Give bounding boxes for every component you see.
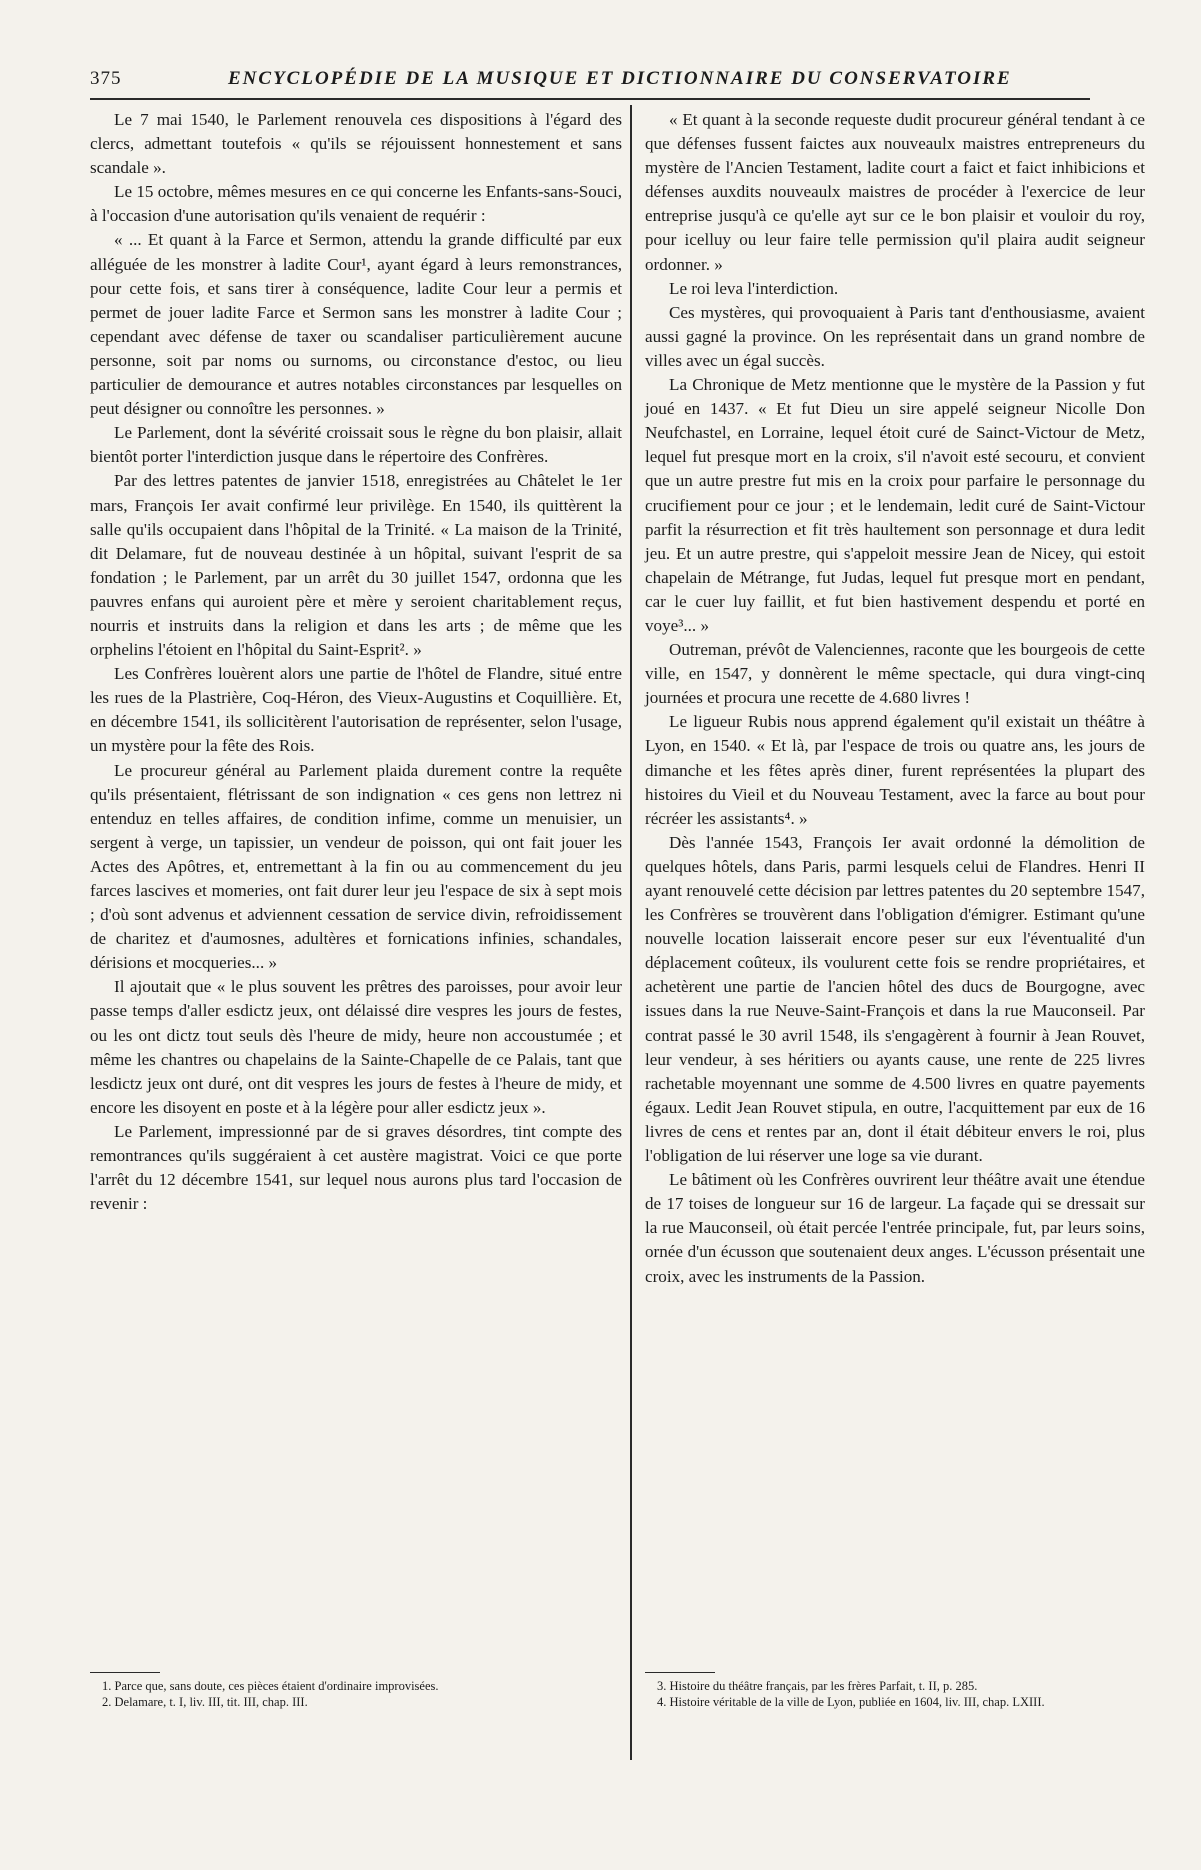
paragraph: Ces mystères, qui provoquaient à Paris tant d'enthousiasme, avaient aussi gagné la province. On les représentait dans un grand nombre de villes avec un égal succès. <box>645 302 1145 370</box>
paragraph: « Et quant à la seconde requeste dudit procureur général tendant à ce que défenses fussent faictes aux nouveaulx maistres entrepreneurs du mystère de l'Ancien Testament, ladite court a faict et faict inhibicions et défenses auxdits nouveaulx maistres de procéder à l'exercice de leur entreprise jusqu'à ce qu'elle ayt sur ce le bon plaisir et vouloir du roy, pour icelluy ou leur faire telle permission qu'il plaira audit seigneur ordonner. » <box>645 110 1145 274</box>
running-title: ENCYCLOPÉDIE DE LA MUSIQUE ET DICTIONNAIRE DU CONSERVATOIRE <box>228 68 1012 89</box>
header-rule <box>90 98 1090 100</box>
paragraph: Le 7 mai 1540, le Parlement renouvela ces dispositions à l'égard des clercs, admettant toutefois « qu'ils se réjouissent honnestement et sans scandale ». <box>90 110 622 178</box>
paragraph: La Chronique de Metz mentionne que le mystère de la Passion y fut joué en 1437. « Et fut Dieu un sire appelé seigneur Nicolle Don Neufchastel, en Lorraine, lequel étoit curé de Sainct-Victour de Metz, lequel fut presque mort en la croix, s'il n'avoit esté secouru, et convient que un autre prestre fut mis en la croix pour parfaire le personnage du crucifiement pour ce jour ; et le lendemain, ledit curé de Saint-Victour parfit la résurrection et fit très haultement son personnage et dura ledit jeu. Et un autre prestre, qui s'appeloit messire Jean de Nicey, qui estoit chapelain de Métrange, fut Judas, lequel fut presque mort en pendant, car le cuer luy faillit, et fut bien hastivement despendu et porté en voye³... » <box>645 375 1145 635</box>
left-column <box>90 108 622 1216</box>
paragraph: Outreman, prévôt de Valenciennes, raconte que les bourgeois de cette ville, en 1547, y donnèrent le même spectacle, qui dura vingt-cinq journées et procura une recette de 4.680 livres ! <box>645 640 1145 708</box>
paragraph: Le 15 octobre, mêmes mesures en ce qui concerne les Enfants-sans-Souci, à l'occasion d'une autorisation qu'ils venaient de requérir : <box>90 182 622 226</box>
column-divider <box>630 105 632 1760</box>
right-column <box>645 108 1145 1289</box>
paragraph: Dès l'année 1543, François Ier avait ordonné la démolition de quelques hôtels, dans Paris, parmi lesquels celui de Flandres. Henri II ayant renouvelé cette décision par lettres patentes du 20 septembre 1547, les Confrères se trouvèrent dans l'obligation d'émigrer. Estimant qu'une nouvelle location laisserait encore peser sur eux l'éventualité d'un déplacement coûteux, ils voulurent cette fois se rendre propriétaires, et achetèrent une partie de l'ancien hôtel des ducs de Bourgogne, avec issues dans la rue Neuve-Saint-François et dans la rue Mauconseil. Par contrat passé le 30 avril 1548, ils s'engagèrent à fournir à Jean Rouvet, leur vendeur, à ses héritiers ou ayants cause, une rente de 225 livres rachetable moyennant une somme de 4.500 livres en quatre payements égaux. Ledit Jean Rouvet stipula, en outre, l'acquittement par eux de 16 livres de cens et rentes par an, dont il était débiteur envers le roi, plus l'obligation de lui réserver une loge sa vie durant. <box>645 832 1145 1166</box>
page-header <box>90 68 1090 90</box>
footnote: 3. Histoire du théâtre français, par les frères Parfait, t. II, p. 285. <box>657 1679 978 1693</box>
paragraph: Le ligueur Rubis nous apprend également qu'il existait un théâtre à Lyon, en 1540. « Et là, par l'espace de trois ou quatre ans, les jours de dimanche et les fêtes après diner, furent représentées la plupart des histoires du Vieil et du Nouveau Testament, avec la farce au bout pour récréer les assistants⁴. » <box>645 712 1145 828</box>
footnote-rule <box>90 1672 160 1673</box>
paragraph: Les Confrères louèrent alors une partie de l'hôtel de Flandre, situé entre les rues de la Plastrière, Coq-Héron, des Vieux-Augustins et Coquillière. Et, en décembre 1541, ils sollicitèrent l'autorisation de représenter, selon l'usage, un mystère pour la fête des Rois. <box>90 664 622 756</box>
footnotes-right <box>645 1678 1145 1710</box>
paragraph: Par des lettres patentes de janvier 1518, enregistrées au Châtelet le 1er mars, François Ier avait confirmé leur privilège. En 1540, ils quittèrent la salle qu'ils occupaient dans l'hôpital de la Trinité. « La maison de la Trinité, dit Delamare, fut de nouveau destinée à un hôpital, suivant l'esprit de sa fondation ; le Parlement, par un arrêt du 30 juillet 1547, ordonna que les pauvres enfans qui auroient père et mère y seroient charitablement reçus, nourris et instruits dans la religion et dans les arts ; de même que les orphelins l'étoient en l'hôpital du Saint-Esprit². » <box>90 471 622 660</box>
paragraph: Le bâtiment où les Confrères ouvrirent leur théâtre avait une étendue de 17 toises de longueur sur 16 de largeur. La façade qui se dressait sur la rue Mauconseil, où était percée l'entrée principale, fut, par leurs soins, ornée d'un écusson que soutenaient deux anges. L'écusson présentait une croix, avec les instruments de la Passion. <box>645 1170 1145 1286</box>
footnote: 4. Histoire véritable de la ville de Lyon, publiée en 1604, liv. III, chap. LXIII. <box>657 1695 1045 1709</box>
paragraph: « ... Et quant à la Farce et Sermon, attendu la grande difficulté par eux alléguée de les monstrer à ladite Cour¹, ayant égard à leurs remonstrances, pour cette fois, et sans tirer à conséquence, ladite Cour leur a permis et permet de jouer ladite Farce et Sermon sans les monstrer à ladite Cour ; cependant avec défense de taxer ou scandaliser particulièrement aucune personne, soit par noms ou surnoms, ou circonstance d'estoc, ou lieu particulier de demourance et autres notables circonstances par lesquelles on peut désigner ou connoître les personnes. » <box>90 230 622 419</box>
paragraph: Le procureur général au Parlement plaida durement contre la requête qu'ils présentaient, flétrissant de son indignation « ces gens non lettrez ni entenduz en telles affaires, de condition infime, comme un menuisier, un sergent à verge, un tapissier, un vendeur de poisson, qui ont fait jouer les Actes des Apôtres, et, entremettant à la fin ou au commencement du jeu farces lascives et momeries, ont fait durer leur jeu l'espace de six à sept mois ; d'où sont advenus et adviennent cessation de service divin, refroidissement de charitez et d'aumosnes, adultères et fornications infinies, schandales, dérisions et mocqueries... » <box>90 760 622 973</box>
footnote: 2. Delamare, t. I, liv. III, tit. III, chap. III. <box>102 1695 308 1709</box>
paragraph: Le Parlement, dont la sévérité croissait sous le règne du bon plaisir, allait bientôt porter l'interdiction jusque dans le répertoire des Confrères. <box>90 423 622 467</box>
page-number: 375 <box>90 68 122 89</box>
paragraph: Le Parlement, impressionné par de si graves désordres, tint compte des remontrances qu'ils suggéraient à cet austère magistrat. Voici ce que porte l'arrêt du 12 décembre 1541, sur lequel nous aurons plus tard l'occasion de revenir : <box>90 1121 622 1214</box>
footnote-rule <box>645 1672 715 1673</box>
paragraph: Il ajoutait que « le plus souvent les prêtres des paroisses, pour avoir leur passe temps d'aller esdictz jeux, ont délaissé dire vespres les jours de festes, ou les ont dictz tout seuls dès l'heure de midy, heure non accoustumée ; et même les chantres ou chapelains de la Sainte-Chapelle de ce Palais, tant que lesdictz jeux ont duré, ont dit vespres les jours de festes à l'heure de midy, et encore les disoyent en poste et à la légère pour aller esdictz jeux ». <box>90 977 622 1117</box>
paragraph: Le roi leva l'interdiction. <box>669 278 839 298</box>
footnotes-left <box>90 1678 622 1710</box>
footnote: 1. Parce que, sans doute, ces pièces étaient d'ordinaire improvisées. <box>102 1679 439 1693</box>
